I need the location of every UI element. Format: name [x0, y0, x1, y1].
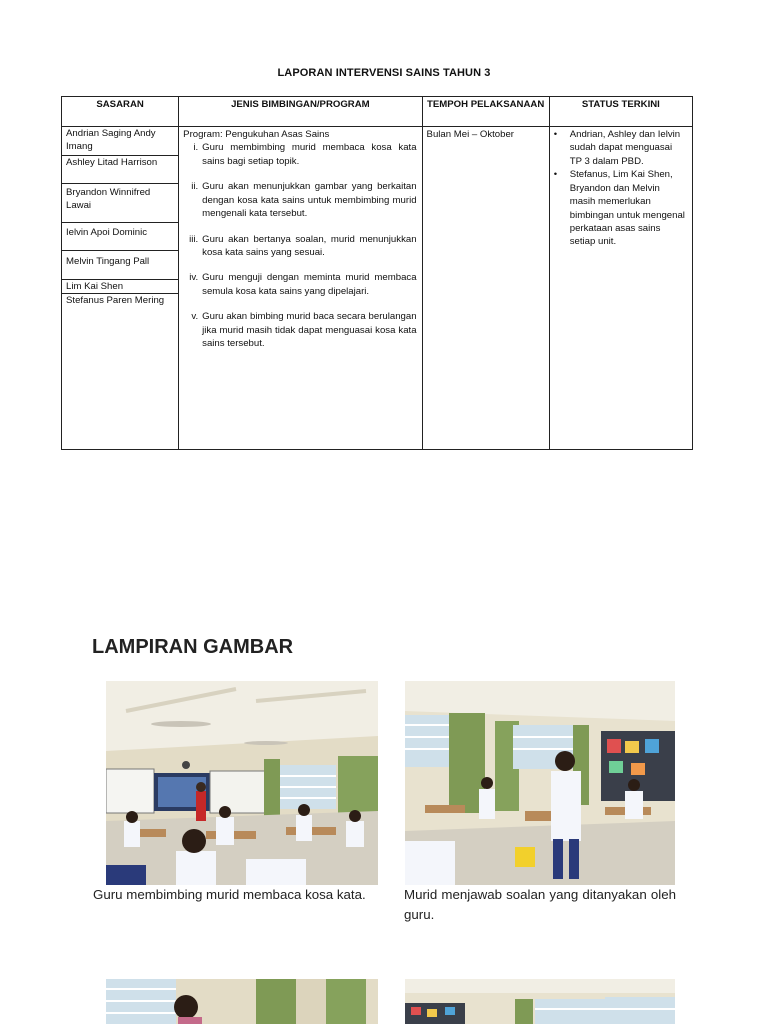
step-text: Guru akan menunjukkan gambar yang berkaitan dengan kosa kata sains untuk membimbing murid mengenali kata tersebut.: [202, 181, 417, 220]
table-header-row: [62, 97, 693, 127]
photo-caption-1: Guru membimbing murid membaca kosa kata.: [93, 887, 366, 902]
status-list: [554, 128, 686, 249]
period-cell: [422, 127, 549, 450]
step-number: iv.: [189, 272, 199, 284]
list-item: [554, 128, 686, 168]
program-steps: [183, 141, 416, 350]
header-sasaran: SASARAN: [62, 97, 179, 127]
target-name: Lim Kai Shen: [62, 280, 178, 294]
step-number: iii.: [189, 233, 199, 245]
report-title: LAPORAN INTERVENSI SAINS TAHUN 3: [277, 67, 491, 79]
list-item: [183, 180, 416, 220]
list-item: [183, 233, 416, 260]
target-name: Ielvin Apoi Dominic: [62, 223, 178, 251]
bullet-icon: •: [553, 129, 558, 140]
classroom-photo-2: [405, 681, 675, 885]
attachments-heading: LAMPIRAN GAMBAR: [92, 636, 294, 658]
table-row: [62, 127, 693, 450]
program-heading: Program: Pengukuhan Asas Sains: [183, 129, 330, 140]
intervention-table: [61, 96, 693, 450]
status-cell: [549, 127, 692, 450]
classroom-photo-1: [106, 681, 378, 885]
photo-caption-2: Murid menjawab soalan yang ditanyakan oleh guru.: [404, 887, 676, 922]
target-name: Melvin Tingang Pall: [62, 251, 178, 280]
header-status: STATUS TERKINI: [549, 97, 692, 127]
list-item: [183, 271, 416, 298]
bullet-icon: •: [553, 169, 558, 181]
header-program: JENIS BIMBINGAN/PROGRAM: [179, 97, 422, 127]
classroom-photo-3: [106, 979, 378, 1024]
step-number: i.: [193, 142, 199, 154]
target-name: Ashley Litad Harrison: [62, 156, 178, 184]
step-text: Guru menguji dengan meminta murid membaca semula kosa kata sains yang dipelajari.: [202, 272, 417, 297]
target-name: Bryandon Winnifred Lawai: [62, 184, 178, 223]
target-name: Andrian Saging Andy Imang: [62, 127, 178, 156]
header-tempoh: TEMPOH PELAKSANAAN: [422, 97, 549, 127]
targets-cell: [62, 127, 179, 450]
list-item: [183, 141, 416, 168]
list-item: [554, 168, 686, 249]
status-text: Andrian, Ashley dan Ielvin sudah dapat menguasai TP 3 dalam PBD.: [569, 129, 681, 167]
step-text: Guru akan bimbing murid baca secara berulangan jika murid masih tidak dapat menguasai kosa kata sains tersebut.: [202, 311, 417, 350]
step-number: ii.: [191, 181, 199, 193]
step-number: v.: [191, 311, 199, 323]
target-name: Stefanus Paren Mering: [66, 295, 165, 306]
step-text: Guru akan bertanya soalan, murid menunjukkan kosa kata sains yang sesuai.: [202, 233, 417, 258]
program-cell: [179, 127, 422, 450]
step-text: Guru membimbing murid membaca kosa kata sains bagi setiap topik.: [202, 142, 417, 167]
classroom-photo-4: [405, 979, 675, 1024]
period-text: Bulan Mei – Oktober: [426, 129, 515, 140]
status-text: Stefanus, Lim Kai Shen, Bryandon dan Melvin masih memerlukan bimbingan untuk mengenal perkataan asas sains setiap unit.: [569, 169, 685, 248]
list-item: [183, 310, 416, 350]
